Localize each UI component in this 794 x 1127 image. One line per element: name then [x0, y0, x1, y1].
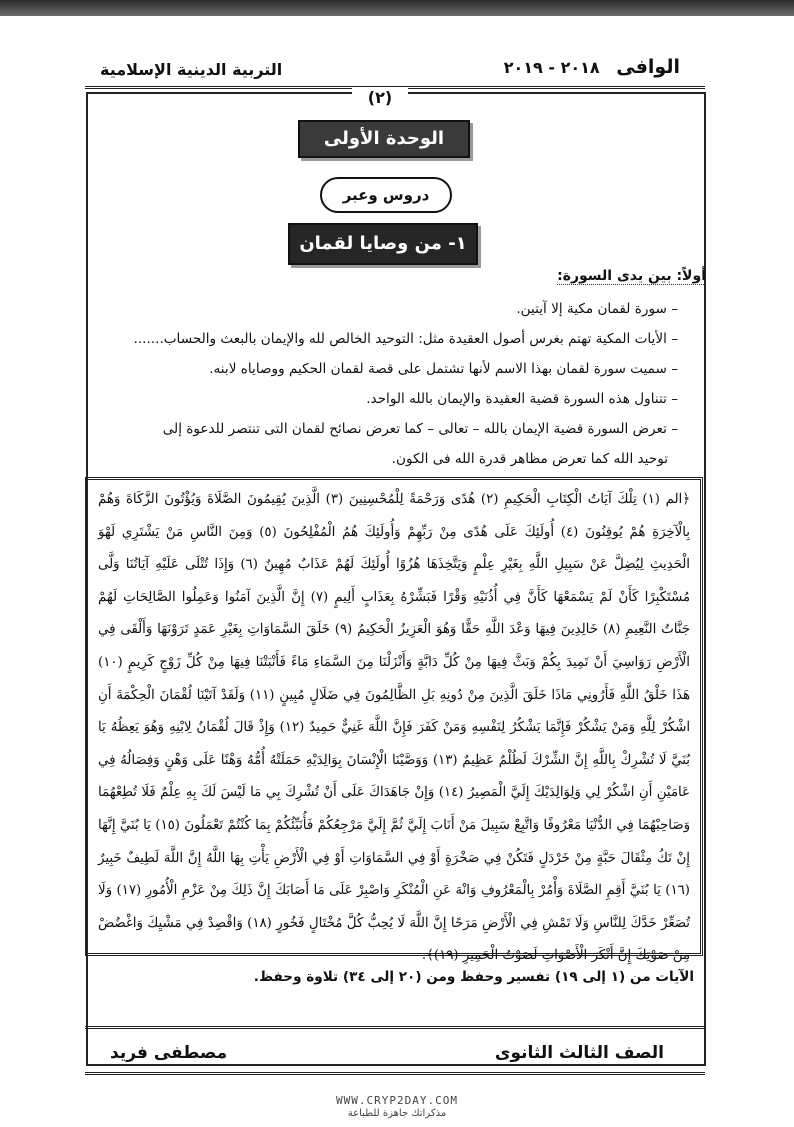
- verses-box: [85, 477, 703, 964]
- intro-point-continuation: توحيد الله كما تعرض مظاهر قدرة الله فى الكون.: [391, 451, 668, 467]
- intro-point: – سورة لقمان مكية إلا آيتين.: [516, 301, 678, 317]
- header-years: ٢٠١٨ - ٢٠١٩: [503, 58, 600, 77]
- intro-point: – سميت سورة لقمان بهذا الاسم لأنها تشتمل على قصة لقمان الحكيم ووصاياه لابنه.: [209, 361, 678, 377]
- lessons-label: دروس وعبر: [320, 177, 452, 213]
- intro-point: – الأيات المكية تهتم بغرس أصول العقيدة مثل: التوحيد الخالص لله والإيمان بالبعث والحساب.......: [133, 331, 678, 347]
- intro-point: – تعرض السورة قضية الإيمان بالله – تعالى – كما تعرض نصائح لقمان التى تنتصر للدعوة إلى: [162, 421, 678, 437]
- unit-title: الوحدة الأولى: [298, 120, 470, 158]
- header-book: [504, 56, 680, 78]
- footer-author: مصطفى فريد: [110, 1043, 228, 1063]
- intro-list: [88, 294, 678, 474]
- intro-point: – تتناول هذه السورة قضية العقيدة والإيمان بالله الواحد.: [366, 391, 678, 407]
- header-book-title: الوافى: [616, 56, 680, 78]
- site-url: WWW.CRYP2DAY.COM: [336, 1094, 458, 1107]
- scan-top-strip: [0, 0, 794, 16]
- assignment-note: الآيات من (١ إلى ١٩) تفسير وحفظ ومن (٢٠ إلى ٣٤) تلاوة وحفظ.: [253, 969, 694, 985]
- lesson-title: ١- من وصايا لقمان: [288, 223, 478, 265]
- quran-verses: ﴿الم (١) تِلْكَ آيَاتُ الْكِتَابِ الْحَكِيمِ (٢) هُدًى وَرَحْمَةً لِلْمُحْسِنِينَ (٣) الَّذِينَ يُقِيمُونَ الصَّلَاةَ وَيُؤْتُونَ الزَّكَاةَ وَهُمْ بِالْآخِرَةِ هُمْ يُوقِنُونَ (٤) أُولَئِكَ عَلَى هُدًى مِنْ رَبِّهِمْ وَأُولَئِكَ هُمُ الْمُفْلِحُونَ (٥) وَمِنَ النَّاسِ مَنْ يَشْتَرِي لَهْوَ الْحَدِيثِ لِيُضِلَّ عَنْ سَبِيلِ اللَّهِ بِغَيْرِ عِلْمٍ وَيَتَّخِذَهَا هُزُوًا أُولَئِكَ لَهُمْ عَذَابٌ مُهِينٌ (٦) وَإِذَا تُتْلَى عَلَيْهِ آيَاتُنَا وَلَّى مُسْتَكْبِرًا كَأَنْ لَمْ يَسْمَعْهَا كَأَنَّ فِي أُذُنَيْهِ وَقْرًا فَبَشِّرْهُ بِعَذَابٍ أَلِيمٍ (٧) إِنَّ الَّذِينَ آمَنُوا وَعَمِلُوا الصَّالِحَاتِ لَهُمْ جَنَّاتُ النَّعِيمِ (٨) خَالِدِينَ فِيهَا وَعْدَ اللَّهِ حَقًّا وَهُوَ الْعَزِيزُ الْحَكِيمُ (٩) خَلَقَ السَّمَاوَاتِ بِغَيْرِ عَمَدٍ تَرَوْنَهَا وَأَلْقَى فِي الْأَرْضِ رَوَاسِيَ أَنْ تَمِيدَ بِكُمْ وَبَثَّ فِيهَا مِنْ كُلِّ دَابَّةٍ وَأَنْزَلْنَا مِنَ السَّمَاءِ مَاءً فَأَنْبَتْنَا فِيهَا مِنْ كُلِّ زَوْجٍ كَرِيمٍ (١٠) هَذَا خَلْقُ اللَّهِ فَأَرُونِي مَاذَا خَلَقَ الَّذِينَ مِنْ دُونِهِ بَلِ الظَّالِمُونَ فِي ضَلَالٍ مُبِينٍ (١١) وَلَقَدْ آتَيْنَا لُقْمَانَ الْحِكْمَةَ أَنِ اشْكُرْ لِلَّهِ وَمَنْ يَشْكُرْ فَإِنَّمَا يَشْكُرُ لِنَفْسِهِ وَمَنْ كَفَرَ فَإِنَّ اللَّهَ غَنِيٌّ حَمِيدٌ (١٢) وَإِذْ قَالَ لُقْمَانُ لِابْنِهِ وَهُوَ يَعِظُهُ يَا بُنَيَّ لَا تُشْرِكْ بِاللَّهِ إِنَّ الشِّرْكَ لَظُلْمٌ عَظِيمٌ (١٣) وَوَصَّيْنَا الْإِنْسَانَ بِوَالِدَيْهِ حَمَلَتْهُ أُمُّهُ وَهْنًا عَلَى وَهْنٍ وَفِصَالُهُ فِي عَامَيْنِ أَنِ اشْكُرْ لِي وَلِوَالِدَيْكَ إِلَيَّ الْمَصِيرُ (١٤) وَإِنْ جَاهَدَاكَ عَلَى أَنْ تُشْرِكَ بِي مَا لَيْسَ لَكَ بِهِ عِلْمٌ فَلَا تُطِعْهُمَا وَصَاحِبْهُمَا فِي الدُّنْيَا مَعْرُوفًا وَاتَّبِعْ سَبِيلَ مَنْ أَنَابَ إِلَيَّ ثُمَّ إِلَيَّ مَرْجِعُكُمْ فَأُنَبِّئُكُمْ بِمَا كُنْتُمْ تَعْمَلُونَ (١٥) يَا بُنَيَّ إِنَّهَا إِنْ تَكُ مِثْقَالَ حَبَّةٍ مِنْ خَرْدَلٍ فَتَكُنْ فِي صَخْرَةٍ أَوْ فِي السَّمَاوَاتِ أَوْ فِي الْأَرْضِ يَأْتِ بِهَا اللَّهُ إِنَّ اللَّهَ لَطِيفٌ خَبِيرٌ (١٦) يَا بُنَيَّ أَقِمِ الصَّلَاةَ وَأْمُرْ بِالْمَعْرُوفِ وَانْهَ عَنِ الْمُنْكَرِ وَاصْبِرْ عَلَى مَا أَصَابَكَ إِنَّ ذَلِكَ مِنْ عَزْمِ الْأُمُورِ (١٧) وَلَا تُصَعِّرْ خَدَّكَ لِلنَّاسِ وَلَا تَمْشِ فِي الْأَرْضِ مَرَحًا إِنَّ اللَّهَ لَا يُحِبُّ كُلَّ مُخْتَالٍ فَخُورٍ (١٨) وَاقْصِدْ فِي مَشْيِكَ وَاغْضُضْ مِنْ صَوْتِكَ إِنَّ أَنْكَرَ الْأَصْوَاتِ لَصَوْتُ الْحَمِيرِ (١٩)﴾.: [98, 492, 691, 964]
- section-heading: أولاً: بين يدى السورة:: [557, 268, 706, 284]
- header-subject: التربية الدينية الإسلامية: [100, 60, 283, 79]
- page-header: [100, 56, 680, 86]
- footer-grade: الصف الثالث الثانوى: [494, 1043, 664, 1063]
- footer-bottom-rule: [85, 1072, 705, 1075]
- footer-rule: [85, 1026, 705, 1029]
- site-tagline: مذكراتك جاهزة للطباعة: [347, 1108, 447, 1119]
- page-number: (٢): [352, 88, 408, 108]
